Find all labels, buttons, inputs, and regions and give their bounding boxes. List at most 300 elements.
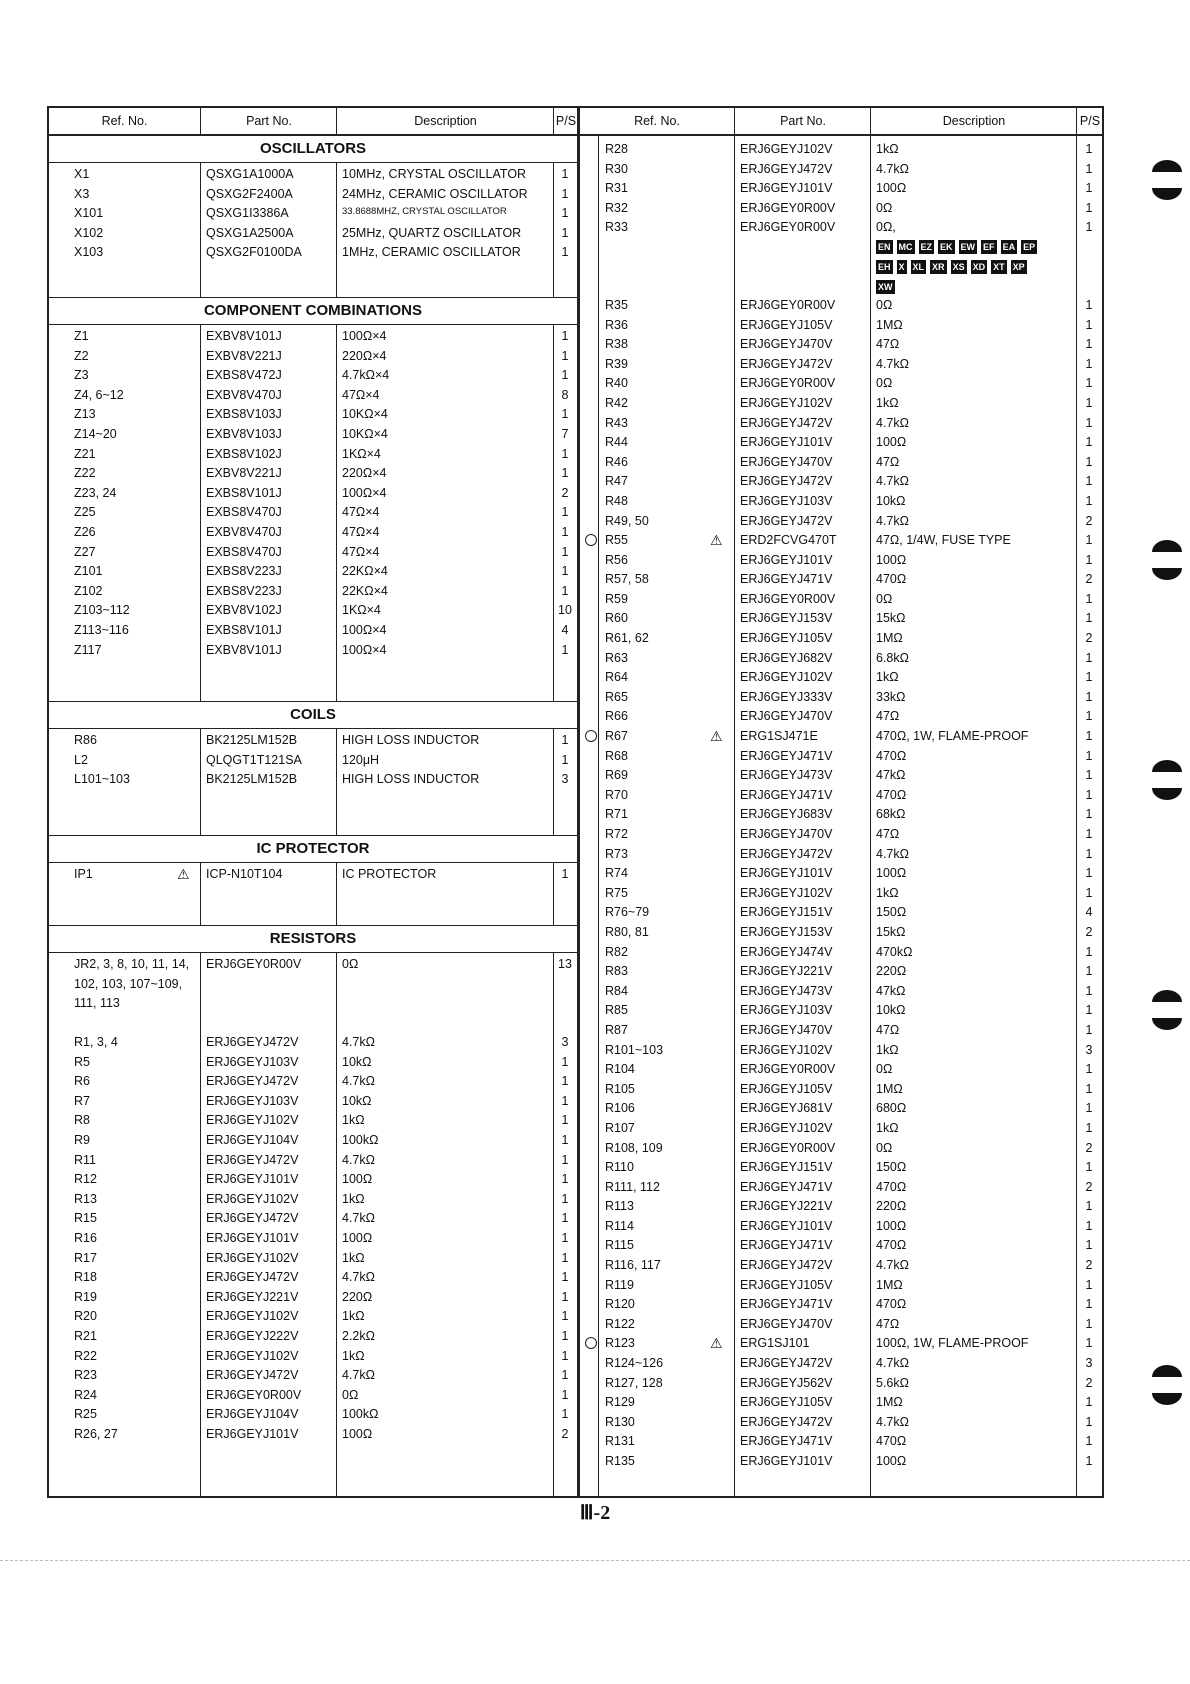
cell-desc: 220Ω: [876, 964, 907, 979]
cell-ps: 1: [1085, 846, 1093, 861]
cell-ps: 1: [1085, 591, 1093, 606]
section-ic-protector: [49, 836, 577, 926]
cell-part: EXBV8V470J: [206, 524, 282, 539]
cell-desc: 100Ω: [342, 1172, 373, 1187]
table-row: [580, 335, 1102, 355]
table-row: [580, 570, 1102, 590]
table-row: [580, 943, 1102, 963]
cell-part: ERJ6GEYJ104V: [206, 1132, 299, 1147]
section-body: [49, 325, 577, 702]
table-row: [580, 923, 1102, 943]
cell-ps: 1: [561, 167, 569, 181]
cell-part: ERJ6GEYJ105V: [740, 631, 833, 646]
cell-part: EXBV8V102J: [206, 603, 282, 618]
table-row: [49, 1307, 577, 1327]
cell-desc: 220Ω×4: [342, 348, 387, 363]
cell-ref: R20: [74, 1309, 97, 1324]
cell-ref: R72: [605, 827, 628, 841]
cell-part: QSXG1I3386A: [206, 206, 289, 221]
registration-mark: [1150, 750, 1182, 810]
cell-ps: 1: [1085, 650, 1093, 665]
cell-ref: R123: [605, 1336, 635, 1351]
section-resistors: [49, 926, 577, 1441]
table-row: [580, 1178, 1102, 1198]
cell-desc: 47Ω: [876, 1316, 900, 1331]
cell-desc: 1MΩ: [876, 1277, 903, 1292]
cell-desc: 150Ω: [876, 905, 907, 920]
cell-ps: 1: [1085, 533, 1093, 548]
cell-part: EXBS8V472J: [206, 368, 282, 383]
cell-desc: 47Ω×4: [342, 387, 380, 402]
table-row: [49, 185, 577, 205]
cell-part: ERJ6GEY0R00V: [740, 591, 836, 606]
cell-desc: 470Ω: [876, 1434, 907, 1449]
page-number: Ⅲ-2: [579, 1502, 611, 1524]
cell-part: ERJ6GEYJ683V: [740, 807, 833, 822]
cell-ps: 1: [561, 733, 569, 747]
cell-ref: R43: [605, 415, 628, 430]
section-component-combinations: [49, 298, 577, 702]
cell-desc: 470Ω: [876, 572, 907, 587]
table-row: [580, 1315, 1102, 1335]
region-code-flags: [580, 238, 1102, 296]
cell-part: ERJ6GEYJ471V: [740, 1179, 833, 1194]
cell-ps: 1: [561, 1230, 569, 1245]
table-row: [580, 394, 1102, 414]
cell-ref: R8: [74, 1113, 90, 1128]
region-flag: XD: [972, 261, 986, 272]
cell-part: ERJ6GEY0R00V: [740, 297, 836, 312]
table-row: [49, 865, 577, 885]
cell-part: EXBV8V103J: [206, 426, 282, 441]
table-row: [580, 825, 1102, 845]
cell-ps: 1: [561, 1407, 569, 1422]
cell-ref: R110: [605, 1160, 634, 1175]
table-row: [580, 1334, 1102, 1354]
table-row: [580, 864, 1102, 884]
header-ps: P/S: [553, 108, 578, 134]
cell-desc: 4.7kΩ: [876, 415, 909, 430]
cell-ref: R86: [74, 733, 97, 747]
cell-desc: 1kΩ: [342, 1113, 365, 1128]
cell-part: ERJ6GEY0R00V: [740, 1140, 836, 1155]
cell-desc: 1MHz, CERAMIC OSCILLATOR: [342, 245, 521, 260]
cell-ref: R22: [74, 1348, 97, 1363]
table-row: [49, 1111, 577, 1131]
cell-ps: 1: [561, 752, 569, 767]
section-body: [49, 163, 577, 298]
cell-ps: 1: [1085, 1434, 1093, 1449]
cell-desc: 1KΩ×4: [342, 603, 381, 618]
table-row: [49, 1131, 577, 1151]
cell-ps: 1: [561, 446, 569, 461]
cell-ref: R38: [605, 337, 628, 352]
cell-desc: IC PROTECTOR: [342, 867, 437, 881]
cell-desc: 1MΩ: [876, 1395, 903, 1410]
cell-part: EXBS8V102J: [206, 446, 282, 461]
cell-ref: R130: [605, 1414, 635, 1429]
cell-ps: 1: [561, 1328, 569, 1343]
cell-ps: 1: [1085, 689, 1093, 704]
cell-desc: 4.7kΩ×4: [342, 368, 390, 383]
cell-part: ERJ6GEYJ102V: [740, 395, 833, 410]
table-row: [49, 1151, 577, 1171]
cell-desc: 47Ω×4: [342, 505, 380, 520]
header-desc: Description: [870, 108, 1077, 134]
cell-ps: 1: [1085, 376, 1093, 391]
table-row: [49, 204, 577, 224]
cell-ps: 1: [1085, 1218, 1093, 1233]
cell-ps: 1: [561, 583, 569, 598]
cell-part: ERJ6GEY0R00V: [206, 1387, 302, 1402]
cell-ref: R76~79: [605, 905, 650, 920]
cell-ref: R56: [605, 552, 628, 567]
cell-ref: R83: [605, 964, 628, 979]
table-row: [49, 1209, 577, 1229]
cell-part: EXBV8V470J: [206, 387, 282, 402]
table-row: [580, 531, 1102, 551]
cell-ref: R84: [605, 983, 628, 998]
cell-desc: 100Ω: [876, 866, 907, 881]
cell-ps: 1: [561, 186, 569, 201]
cell-ps: 1: [561, 1348, 569, 1363]
section-title: RESISTORS: [49, 926, 577, 953]
cell-ps: 1: [1085, 1336, 1093, 1351]
cell-part: ERJ6GEY0R00V: [740, 1062, 836, 1077]
cell-part: ERJ6GEYJ472V: [740, 474, 833, 489]
region-flag: X: [898, 261, 905, 272]
table-row: [49, 751, 577, 771]
table-row: [580, 1295, 1102, 1315]
table-row: [580, 512, 1102, 532]
table-row: [580, 1432, 1102, 1452]
table-row: [49, 770, 577, 790]
cell-ref: X1: [74, 167, 90, 181]
cell-desc: 1kΩ: [342, 1309, 365, 1324]
cell-ps: 2: [1085, 1140, 1093, 1155]
cell-ref: R116, 117: [605, 1258, 661, 1273]
cell-ps: 1: [561, 407, 569, 422]
table-row: [49, 1268, 577, 1288]
cell-ref: R40: [605, 376, 628, 391]
cell-desc: 47Ω: [876, 1022, 900, 1037]
cell-desc: 0Ω: [876, 1140, 893, 1155]
cell-ps: 1: [1085, 729, 1093, 744]
safety-warning-icon: ⚠: [710, 728, 723, 745]
table-row: [49, 1366, 577, 1386]
cell-part: EXBV8V101J: [206, 642, 282, 657]
table-row: [580, 982, 1102, 1002]
region-flag: XW: [878, 281, 893, 292]
cell-desc: 100Ω: [876, 181, 907, 196]
cell-ps: 1: [1085, 337, 1093, 352]
cell-part: ERJ6GEYJ471V: [740, 787, 833, 802]
table-row: [580, 492, 1102, 512]
cell-desc: 470kΩ: [876, 944, 913, 959]
cell-ps: 2: [1085, 1179, 1093, 1194]
cell-part: ERJ6GEYJ102V: [206, 1191, 299, 1206]
cell-ref: R87: [605, 1022, 628, 1037]
cell-desc: 220Ω×4: [342, 466, 387, 481]
cell-desc: 1kΩ: [876, 395, 899, 410]
cell-ref: Z117: [74, 642, 102, 657]
cell-desc: 120μH: [342, 752, 380, 767]
cell-part: ERJ6GEYJ102V: [206, 1113, 299, 1128]
cell-ref: X3: [74, 186, 90, 201]
cell-desc: 15kΩ: [876, 924, 906, 939]
cell-ps: 1: [561, 1054, 569, 1069]
table-row: [580, 551, 1102, 571]
region-flag: EF: [983, 241, 995, 252]
cell-desc: 220Ω: [876, 1199, 907, 1214]
header-ref: Ref. No.: [634, 114, 680, 128]
cell-part: ERJ6GEYJ473V: [740, 983, 833, 998]
cell-desc: 4.7kΩ: [876, 474, 909, 489]
cell-ref: R71: [605, 807, 628, 822]
cell-ref: R106: [605, 1101, 635, 1116]
cell-ps: 2: [1085, 631, 1093, 646]
cell-desc: 47Ω: [876, 709, 900, 724]
cell-part: ERJ6GEYJ562V: [740, 1375, 833, 1390]
table-row: [49, 386, 577, 406]
cell-part: ERG1SJ471E: [740, 729, 818, 744]
cell-ref: R82: [605, 944, 628, 959]
cell-ps: 1: [561, 225, 569, 240]
section-coils: [49, 702, 577, 836]
region-flag: EA: [1002, 241, 1016, 252]
cell-ref: R13: [74, 1191, 97, 1206]
cell-ref: R131: [605, 1434, 635, 1449]
cell-desc: 100Ω×4: [342, 642, 387, 657]
cell-desc: 10kΩ: [342, 1093, 372, 1108]
cell-desc: 25MHz, QUARTZ OSCILLATOR: [342, 225, 522, 240]
cell-desc: 100Ω, 1W, FLAME-PROOF: [876, 1336, 1029, 1351]
cell-ref: Z23, 24: [74, 485, 117, 500]
cell-desc: 10MHz, CRYSTAL OSCILLATOR: [342, 167, 527, 181]
cell-desc: 470Ω: [876, 1179, 907, 1194]
cell-part: EXBS8V103J: [206, 407, 282, 422]
cell-ref: R74: [605, 866, 628, 881]
cell-desc: 22KΩ×4: [342, 583, 388, 598]
cell-part: ERJ6GEYJ472V: [740, 846, 833, 861]
cell-desc: 4.7kΩ: [876, 1258, 909, 1273]
cell-ref: R73: [605, 846, 628, 861]
table-row: [580, 374, 1102, 394]
resistor-rows: [49, 1033, 577, 1444]
table-row: [580, 1021, 1102, 1041]
cell-desc: 24MHz, CERAMIC OSCILLATOR: [342, 186, 528, 201]
cell-part: ERJ6GEYJ222V: [206, 1328, 299, 1343]
table-row: [580, 688, 1102, 708]
table-row: [49, 347, 577, 367]
cell-ref: R124~126: [605, 1356, 664, 1371]
table-row: [580, 414, 1102, 434]
table-row: [49, 582, 577, 602]
cell-ps: 1: [1085, 1120, 1093, 1135]
right-rows: [580, 136, 1102, 1472]
table-row: [580, 707, 1102, 727]
table-row: [49, 1327, 577, 1347]
table-row: [49, 366, 577, 386]
cell-ref: R105: [605, 1081, 635, 1096]
table-row: [49, 1425, 577, 1445]
cell-ref: Z2: [74, 348, 89, 363]
region-flag: EZ: [920, 241, 933, 252]
cell-ps: 1: [561, 1270, 569, 1285]
table-row: [49, 445, 577, 465]
cell-part: ERJ6GEYJ102V: [206, 1348, 299, 1363]
cell-ps: 2: [1085, 1375, 1093, 1390]
cell-ps: 1: [561, 564, 569, 579]
table-row: [49, 1170, 577, 1190]
cell-ps: 1: [561, 505, 569, 520]
region-flag: EH: [878, 261, 891, 272]
cell-ps: 1: [1085, 220, 1093, 235]
cell-ref: R68: [605, 748, 628, 763]
cell-ref: R115: [605, 1238, 634, 1253]
registration-mark: [1150, 150, 1182, 210]
table-row: [580, 179, 1102, 199]
cell-ps: 3: [1085, 1356, 1093, 1371]
cell-ps: 1: [561, 1250, 569, 1265]
cell-ref: R17: [74, 1250, 97, 1265]
table-row: [49, 464, 577, 484]
cell-desc: 1KΩ×4: [342, 446, 381, 461]
cell-desc: 5.6kΩ: [876, 1375, 909, 1390]
cell-ref: L101~103: [74, 772, 130, 787]
cell-part: ERJ6GEYJ105V: [740, 1081, 833, 1096]
cell-ref: R57, 58: [605, 572, 649, 587]
cell-desc: 100Ω: [342, 1426, 373, 1441]
cell-ref: R63: [605, 650, 628, 665]
header-part: Part No.: [200, 108, 337, 134]
cell-part: ERJ6GEYJ101V: [206, 1426, 299, 1441]
left-parts-table: [47, 106, 579, 1498]
cell-ps: 2: [1085, 572, 1093, 587]
table-row: [580, 1060, 1102, 1080]
region-flag: XL: [912, 261, 925, 272]
table-row: [49, 484, 577, 504]
cell-ref: R35: [605, 297, 628, 312]
cell-part: ERJ6GEYJ472V: [206, 1035, 299, 1049]
cell-ref: R120: [605, 1297, 635, 1312]
cell-desc: 4.7kΩ: [876, 161, 909, 176]
cell-part: ERJ6GEY0R00V: [740, 220, 836, 235]
table-row: [580, 747, 1102, 767]
table-row: [49, 1072, 577, 1092]
table-row: [49, 165, 577, 185]
cell-part: EXBS8V101J: [206, 485, 282, 500]
cell-part: ERJ6GEYJ471V: [740, 748, 833, 763]
cell-desc: 2.2kΩ: [342, 1328, 375, 1343]
header-part: Part No.: [734, 108, 871, 134]
table-row: [49, 641, 577, 661]
cell-part: QLQGT1T121SA: [206, 752, 302, 767]
cell-ps: 1: [1085, 768, 1093, 783]
cell-ps: 1: [1085, 670, 1093, 685]
cell-part: ERJ6GEYJ103V: [206, 1054, 299, 1069]
cell-part: QSXG2F0100DA: [206, 245, 302, 260]
cell-desc: 4.7kΩ: [342, 1074, 375, 1089]
cell-desc: 4.7kΩ: [342, 1152, 375, 1167]
cell-part: ERJ6GEYJ102V: [740, 1042, 833, 1057]
cell-ps: 1: [1085, 493, 1093, 508]
cell-ref: R9: [74, 1132, 90, 1147]
cell-part: ERJ6GEYJ471V: [740, 572, 833, 587]
cell-ref: R25: [74, 1407, 97, 1422]
cell-desc: 1kΩ: [876, 142, 899, 156]
cell-desc: 22KΩ×4: [342, 564, 388, 579]
table-row: [49, 1229, 577, 1249]
cell-ref: X102: [74, 225, 104, 240]
cell-desc: HIGH LOSS INDUCTOR: [342, 772, 480, 787]
cell-part: ERJ6GEYJ471V: [740, 1238, 833, 1253]
cell-ps: 1: [1085, 1395, 1093, 1410]
cell-desc: 47Ω: [876, 454, 900, 469]
table-row: [580, 1001, 1102, 1021]
cell-part: ERJ6GEYJ470V: [740, 827, 833, 841]
table-row: [580, 1139, 1102, 1159]
cell-ps: 1: [561, 1211, 569, 1226]
cell-ps: 2: [1085, 513, 1093, 528]
cell-ref: R44: [605, 435, 628, 450]
cell-ref: Z101: [74, 564, 103, 579]
cell-ref: R5: [74, 1054, 90, 1069]
protector-rows: [49, 863, 577, 885]
cell-ps: 1: [1085, 1160, 1093, 1175]
cell-ps: 1: [1085, 1062, 1093, 1077]
table-row: [580, 962, 1102, 982]
cell-part: ERJ6GEYJ681V: [740, 1101, 833, 1116]
table-row: [49, 243, 577, 263]
header-ref: Ref. No.: [101, 114, 148, 128]
table-row: [580, 1393, 1102, 1413]
cell-ps: 2: [561, 485, 569, 500]
cell-desc: 4.7kΩ: [876, 356, 909, 371]
cell-part: ERJ6GEYJ102V: [740, 885, 833, 900]
cell-ref: R127, 128: [605, 1375, 663, 1390]
cell-part: ERG1SJ101: [740, 1336, 810, 1351]
cell-part: ERJ6GEYJ472V: [740, 1414, 833, 1429]
cell-part: ERJ6GEYJ472V: [740, 1356, 833, 1371]
cell-desc: 4.7kΩ: [342, 1035, 375, 1049]
jr-ref: JR2, 3, 8, 10, 11, 14, 102, 103, 107~109, 111, 113: [74, 957, 190, 1011]
cell-ps: 1: [1085, 709, 1093, 724]
cell-part: ERJ6GEYJ470V: [740, 1316, 833, 1331]
cell-desc: 4.7kΩ: [342, 1270, 375, 1285]
cell-part: ERJ6GEYJ153V: [740, 924, 833, 939]
cell-ps: 1: [1085, 181, 1093, 196]
cell-ps: 3: [561, 772, 569, 787]
cell-part: BK2125LM152B: [206, 772, 298, 787]
section-title: COILS: [49, 702, 577, 729]
cell-ref: Z25: [74, 505, 96, 520]
cell-part: ERJ6GEYJ105V: [740, 317, 833, 332]
oscillator-rows: [49, 163, 577, 263]
cell-part: EXBV8V221J: [206, 348, 282, 363]
table-row: [580, 1119, 1102, 1139]
table-row: [49, 562, 577, 582]
cell-ref: R47: [605, 474, 628, 489]
table-row: [580, 668, 1102, 688]
cell-desc: 68kΩ: [876, 807, 906, 822]
cell-part: ERJ6GEYJ101V: [740, 552, 833, 567]
cell-ref: R60: [605, 611, 628, 626]
table-row: [49, 621, 577, 641]
table-row: [49, 405, 577, 425]
cell-part: ERJ6GEYJ151V: [740, 1160, 833, 1175]
cell-part: ERJ6GEYJ101V: [206, 1172, 299, 1187]
